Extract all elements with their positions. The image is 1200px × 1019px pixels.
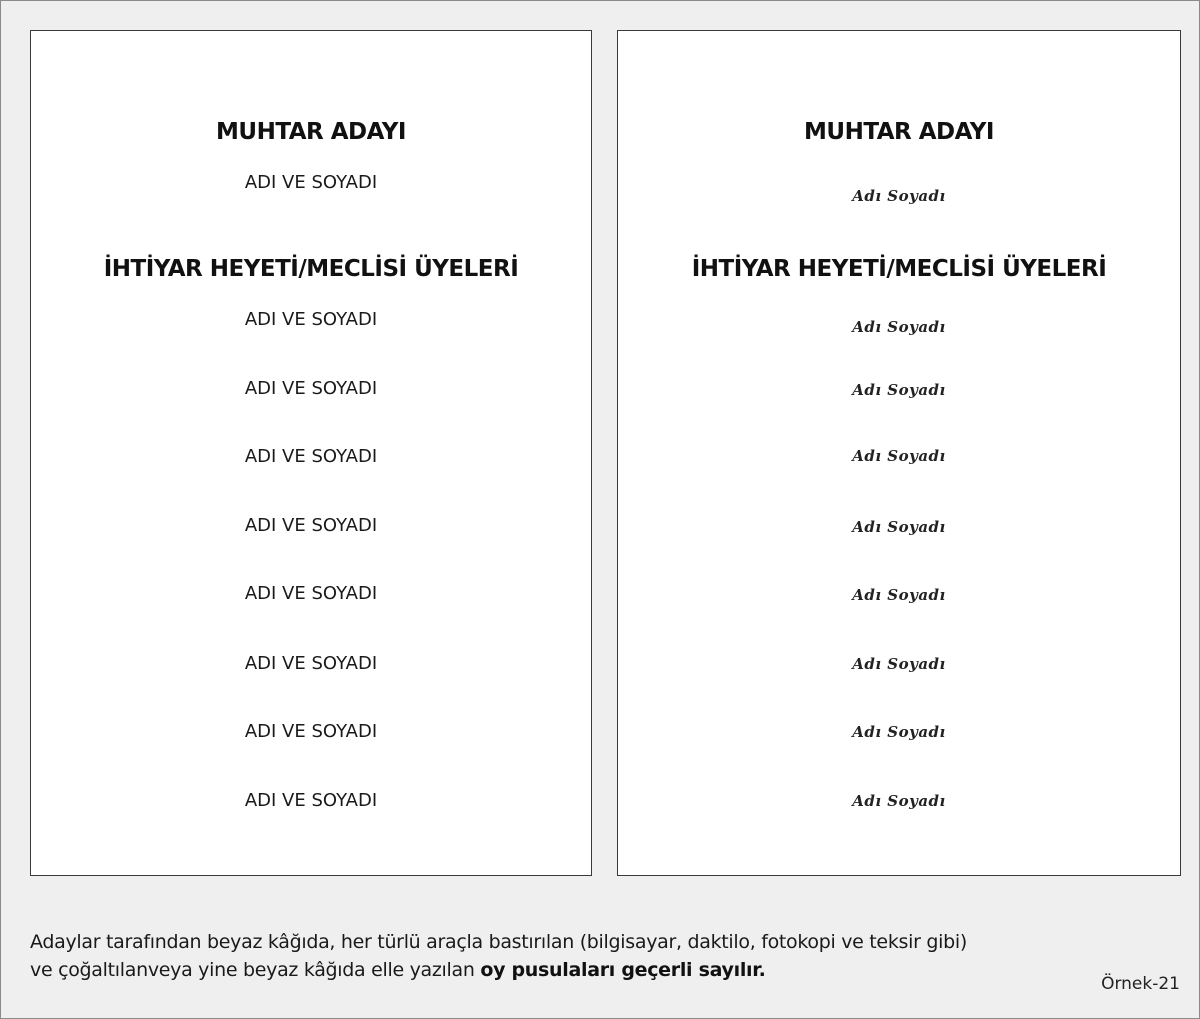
member-name: Adı Soyadı — [852, 655, 946, 673]
member-name: Adı Soyadı — [852, 381, 946, 399]
handwritten-ballot-card — [617, 30, 1181, 876]
member-name: ADI VE SOYADI — [244, 653, 378, 674]
member-name: Adı Soyadı — [852, 723, 946, 741]
member-name: Adı Soyadı — [852, 518, 946, 536]
member-name: Adı Soyadı — [852, 318, 946, 336]
validity-note — [30, 928, 1150, 984]
note-line-2 — [30, 956, 1150, 984]
member-name: ADI VE SOYADI — [244, 446, 378, 467]
heyet-heading: İHTİYAR HEYETİ/MECLİSİ ÜYELERİ — [691, 256, 1107, 282]
member-name: ADI VE SOYADI — [244, 790, 378, 811]
muhtar-heading: MUHTAR ADAYI — [216, 119, 406, 145]
member-name: ADI VE SOYADI — [244, 583, 378, 604]
member-name: ADI VE SOYADI — [244, 378, 378, 399]
note-line-1: Adaylar tarafından beyaz kâğıda, her türlü araçla bastırılan (bilgisayar, daktilo, fotokopi ve teksir gibi) — [30, 931, 967, 953]
member-name: Adı Soyadı — [852, 447, 946, 465]
member-name: ADI VE SOYADI — [244, 309, 378, 330]
muhtar-name: Adı Soyadı — [852, 187, 946, 205]
muhtar-heading: MUHTAR ADAYI — [804, 119, 994, 145]
heyet-heading: İHTİYAR HEYETİ/MECLİSİ ÜYELERİ — [103, 256, 519, 282]
note-line-2-bold: oy pusulaları geçerli sayılır. — [480, 959, 766, 981]
printed-ballot-card — [30, 30, 592, 876]
member-name: ADI VE SOYADI — [244, 515, 378, 536]
member-name: Adı Soyadı — [852, 792, 946, 810]
member-name: ADI VE SOYADI — [244, 721, 378, 742]
member-name: Adı Soyadı — [852, 586, 946, 604]
muhtar-name: ADI VE SOYADI — [244, 172, 378, 193]
example-label: Örnek-21 — [1101, 974, 1180, 994]
note-line-2-text: ve çoğaltılanveya yine beyaz kâğıda elle yazılan — [30, 959, 481, 981]
